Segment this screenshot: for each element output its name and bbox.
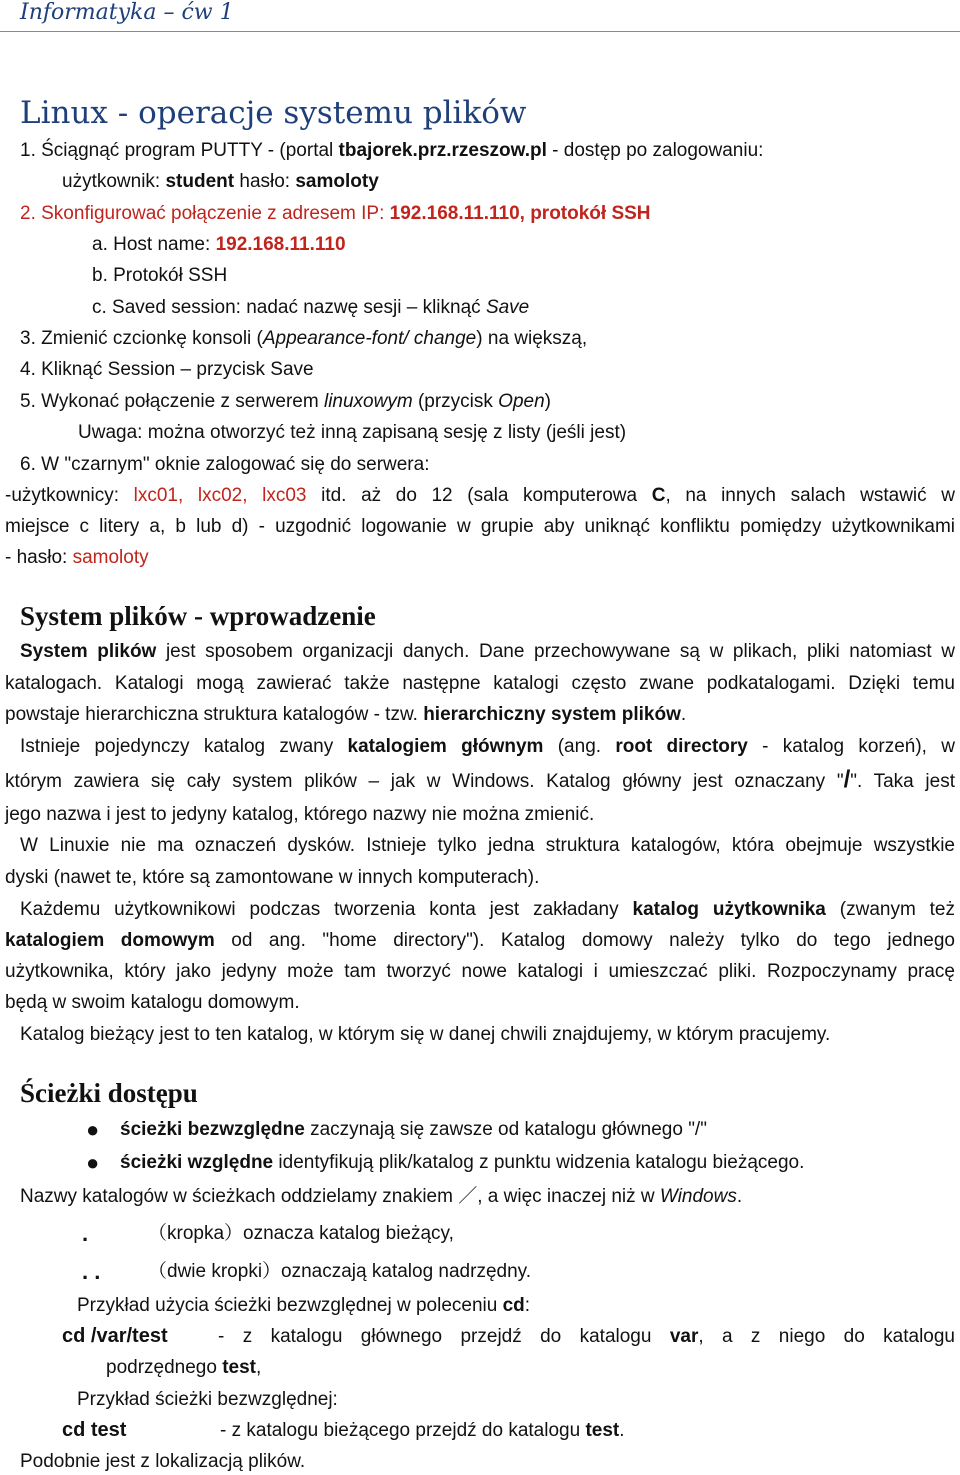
term-system-plikow: System plików [20, 641, 157, 662]
fs-p4-line3: użytkownika, który jako jedyny może tam tworzyć nowe katalogi i umieszczać pliki. Rozpoczynamy pracę [5, 961, 955, 982]
step-1 [20, 139, 763, 163]
term-hierarchiczny: hierarchiczny system plików [423, 704, 681, 725]
open-word: Open [498, 391, 545, 412]
dot-symbol: . [82, 1221, 89, 1246]
test-word-2: test [585, 1420, 620, 1441]
term-katalog-uzytkownika: katalog użytkownika [632, 899, 826, 920]
fs-p3-line1: W Linuxie nie ma oznaczeń dysków. Istnieje tylko jedna struktura katalogów, która obejmuje wszystkie [20, 835, 955, 856]
cd-word: cd [502, 1295, 525, 1316]
paths-names-text: Nazwy katalogów w ścieżkach oddzielamy znakiem ／, a więc inaczej niż w [20, 1186, 660, 1207]
section-heading-fs: System plików - wprowadzenie [20, 601, 376, 631]
command-1-desc [218, 1325, 955, 1349]
cmd1-desc-text: - z katalogu głównego przejdź do katalogu [218, 1326, 670, 1347]
step-3-text: 3. Zmienić czcionkę konsoli ( [20, 328, 263, 349]
password-label: - hasło: [5, 547, 73, 568]
example-1-intro [77, 1294, 530, 1318]
save-word: Save [485, 297, 530, 318]
term-katalog-glowny: katalogiem głównym [347, 736, 544, 757]
fs-p4-line1 [20, 898, 955, 922]
step-5 [20, 390, 551, 414]
term-absolute: ścieżki bezwzględne [120, 1119, 305, 1140]
fs-p4-text: Każdemu użytkownikowi podczas tworzenia konta jest zakładany [20, 899, 633, 920]
fs-p2-line3: jego nazwa i jest to jedyny katalog, którego nazwy nie można zmienić. [5, 804, 595, 825]
step-3 [20, 327, 587, 351]
closing-line: Podobnie jest z lokalizacją plików. [20, 1451, 306, 1472]
fs-p2-text: Istnieje pojedynczy katalog zwany [20, 736, 348, 757]
host-value: 192.168.11.110 [215, 234, 346, 255]
step-5-text-end: ) [544, 391, 551, 412]
step-2 [20, 202, 651, 226]
step-2b: b. Protokół SSH [92, 265, 228, 286]
fs-p1-l3-text: powstaje hierarchiczna struktura katalogów - tzw. [5, 704, 424, 725]
password-value: samoloty [72, 547, 149, 568]
fs-p2-line1 [20, 735, 955, 759]
example-2-intro: Przykład ścieżki bezwzględnej: [77, 1389, 338, 1410]
header-rule [0, 31, 960, 32]
command-2-desc [220, 1419, 625, 1443]
cmd1-l2-text: podrzędnego [106, 1357, 223, 1378]
var-word: var [669, 1326, 699, 1347]
dotdot-symbol: . . [82, 1259, 101, 1284]
pass-label: hasło: [234, 171, 296, 192]
step-3-menu: Appearance-font/ change [262, 328, 477, 349]
paths-bullet-1 [120, 1118, 707, 1142]
term-katalog-domowy: katalogiem domowym [5, 930, 215, 951]
pass-value: samoloty [295, 171, 379, 192]
room-c: C [651, 485, 666, 506]
step-1-text-end: - dostęp po zalogowaniu: [546, 140, 764, 161]
portal-link: tbajorek.prz.rzeszow.pl [338, 140, 547, 161]
dotdot-description: （dwie kropki）oznaczają katalog nadrzędny. [148, 1261, 532, 1282]
cmd2-desc-text: - z katalogu bieżącego przejdź do katalogu [220, 1420, 586, 1441]
fs-p2-l2-text: którym zawiera się cały system plików – jak w Windows. Katalog główny jest oznaczany " [5, 771, 844, 792]
host-label: a. Host name: [92, 234, 216, 255]
step-1-credentials [62, 170, 379, 194]
fs-p1-line2: katalogach. Katalogi mogą zawierać także następne katalogi często zwane podkatalogami. Dzięki temu [5, 673, 955, 694]
root-slash: / [843, 766, 851, 793]
fs-p1-l3-end: . [680, 704, 687, 725]
step-2-text: Skonfigurować połączenie z adresem IP: [35, 203, 390, 224]
fs-p2-l2-end: ". Taka jest [850, 771, 955, 792]
step-2a [92, 233, 346, 257]
step-5-note: Uwaga: można otworzyć też inną zapisaną sesję z listy (jeśli jest) [78, 422, 627, 443]
paths-b2-text: identyfikują plik/katalog z punktu widzenia katalogu bieżącego. [273, 1152, 805, 1173]
step-5-text-2: (przycisk [412, 391, 499, 412]
fs-p4-l2-text: od ang. "home directory"). Katalog domowy należy tylko do tego jednego [214, 930, 955, 951]
fs-p5: Katalog bieżący jest to ten katalog, w którym się w danej chwili znajdujemy, w którym pracujemy. [20, 1024, 831, 1045]
cmd2-desc-end: . [619, 1420, 625, 1441]
users-label: -użytkownicy: [5, 485, 134, 506]
password-line [5, 546, 149, 570]
linuxowym: linuxowym [323, 391, 413, 412]
users-line-2: miejsce c litery a, b lub d) - uzgodnić logowanie w grupie aby uniknąć konfliktu pomiędzy użytkownikami [5, 516, 955, 537]
term-relative: ścieżki względne [120, 1152, 274, 1173]
saved-session-text: c. Saved session: nadać nazwę sesji – kliknąć [92, 297, 486, 318]
ex1-end: : [524, 1295, 531, 1316]
bullet-icon: ● [86, 1117, 100, 1142]
command-2: cd test [62, 1419, 127, 1441]
step-2-number: 2. [20, 203, 36, 224]
fs-p1-text: jest sposobem organizacji danych. Dane przechowywane są w plikach, pliki natomiast w [156, 641, 955, 662]
document-header: Informatyka – ćw 1 [20, 0, 234, 25]
users-text-end: , na innych salach wstawić w [665, 485, 955, 506]
step-6: 6. W "czarnym" oknie zalogować się do serwera: [20, 454, 430, 475]
paths-names-end: . [736, 1186, 743, 1207]
fs-p1-line1 [20, 640, 955, 664]
ex1-text: Przykład użycia ścieżki bezwzględnej w poleceniu [77, 1295, 503, 1316]
command-1-desc-2 [106, 1356, 261, 1380]
step-3-text-end: ) na większą, [476, 328, 588, 349]
fs-p3-line2: dyski (nawet te, które są zamontowane w innych komputerach). [5, 867, 540, 888]
fs-p4-line4: będą w swoim katalogu domowym. [5, 992, 300, 1013]
users-value: lxc01, lxc02, lxc03 [133, 485, 307, 506]
paths-separator-line [20, 1185, 742, 1209]
fs-p4-line2 [5, 929, 955, 953]
step-2-ip: 192.168.11.110, protokół SSH [389, 203, 651, 224]
cmd1-desc-end: , a z niego do katalogu [698, 1326, 955, 1347]
fs-p4-text-2: (zwanym też [825, 899, 955, 920]
step-5-text: 5. Wykonać połączenie z serwerem [20, 391, 324, 412]
bullet-icon: ● [86, 1150, 100, 1175]
user-label: użytkownik: [62, 171, 166, 192]
fs-p2-text-2: (ang. [543, 736, 616, 757]
windows-word: Windows [659, 1186, 737, 1207]
fs-p2-line2 [5, 768, 955, 794]
page-title: Linux - operacje systemu plików [20, 95, 527, 131]
term-root-directory: root directory [615, 736, 748, 757]
step-1-text: 1. Ściągnąć program PUTTY - (portal [20, 140, 339, 161]
users-text: itd. aż do 12 (sala komputerowa [306, 485, 652, 506]
test-word: test [222, 1357, 257, 1378]
dot-description: （kropka）oznacza katalog bieżący, [148, 1223, 454, 1244]
cmd1-l2-end: , [256, 1357, 262, 1378]
paths-b1-text: zaczynają się zawsze od katalogu głównego "/" [304, 1119, 707, 1140]
command-1: cd /var/test [62, 1325, 168, 1347]
fs-p1-line3 [5, 703, 686, 727]
step-4: 4. Kliknąć Session – przycisk Save [20, 359, 314, 380]
paths-bullet-2 [120, 1151, 804, 1175]
user-value: student [165, 171, 235, 192]
fs-p2-text-3: - katalog korzeń), w [747, 736, 955, 757]
section-heading-paths: Ścieżki dostępu [20, 1078, 198, 1108]
users-line [5, 484, 955, 508]
step-2c [92, 296, 529, 320]
